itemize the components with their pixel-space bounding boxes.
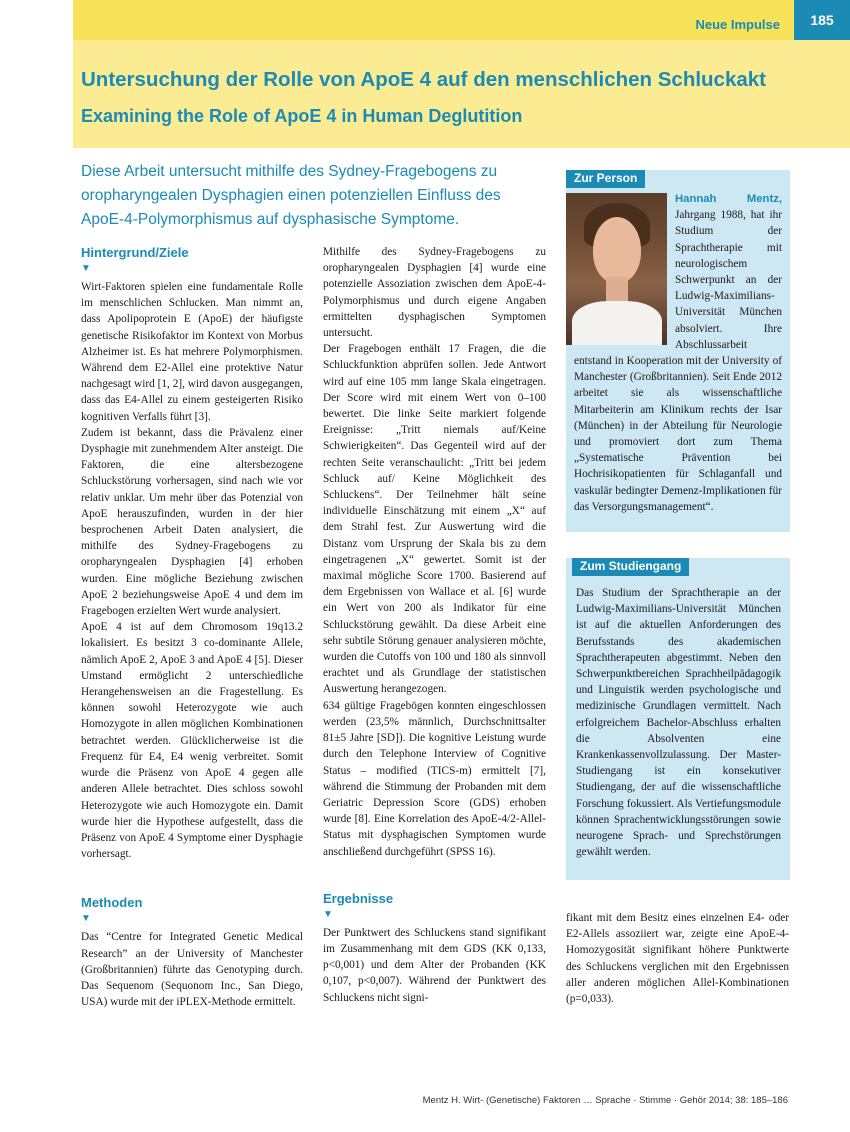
column-3 [566,910,789,1007]
methods-paragraph: Das “Centre for Integrated Genetic Medical Research” an der University of Manchester (Großbritannien) führte das Genotyping durch. Das Sequenom (Sequonom Inc., San Diego, USA) wurde mit der iPLEX-Methode ermittelt. [81,931,303,1009]
section-marker-icon: ▼ [81,263,91,274]
author-bio [574,191,782,515]
author-box-label: Zur Person [566,170,645,188]
methods-paragraph-3: 634 gültige Fragebögen konnten eingeschlossen werden (23,5% männlich, Durchschnittsalter 81±5 Jahre [SD]). Die kognitive Leistung wurde durch den Telephone Interview of Cognitive Status – modified (TICS-m) ermittelt [7], während die Stimmung der Probanden mit dem Geriatric Depression Score (GDS) erhoben wurde [8]. Eine Korrelation des ApoE-4/2-Allel-Status mit dysphagischen Symptomen wurde anschließend durchgeführt (SPSS 16). [323,699,546,858]
background-paragraph-1: Wirt-Faktoren spielen eine fundamentale Rolle im menschlichen Schlucken. Man nimmt an, dass Apolipoprotein E (ApoE) der häufigste genetische Risikofaktor im Kontext von Morbus Alzheimer ist. Es hat mehrere Polymorphismen. Während dem E2-Allel eine protektive Natur nachgesagt wird [1, 2], wird davon ausgegangen, dass das E4-Allel zu einem gesteigerten Risiko kognitiven Verfalls führt [3]. [81,281,303,423]
header-bar [73,0,850,40]
section-label: Neue Impulse [695,17,780,32]
methods-heading: Methoden [81,895,143,911]
section-marker-icon: ▼ [323,908,333,920]
lead-paragraph: Diese Arbeit untersucht mithilfe des Sydney-Fragebogens zu oropharyngealen Dysphagien einen potenziellen Einfluss des ApoE-4-Polymorphismus auf dysphasische Symptome. [81,163,501,228]
methods-paragraph-2: Der Fragebogen enthält 17 Fragen, die die Schluckfunktion abprüfen sollen. Jede Antwort wird auf eine 105 mm lange Skala eingetragen. Der Score wird mit einem Wert von 0–100 bewertet. Die linke Seite markiert folgende Ereignisse: „Tritt niemals auf/Keine Schwierigkeiten“. Das Gegenteil wird auf der rechten Seite veranschaulicht: „Tritt bei jedem Schluck auf/ Keine Möglichkeit des Schluckens“. Der Teilnehmer hält seine individuelle Einschätzung mit einem „X“ auf dem Strahl fest. Zur Auswertung wird die Distanz vom Ursprung der Skala bis zu dem eingetragenen „X“ gewertet. Somit ist der maximal mögliche Score 1700. Basierend auf dem Ergebnissen von Wallace et al. [6] wurde ein Wert von 200 als Indikator für eine Schluckstörung gewählt. Da diese Arbeit eine sehr subtile Störung genauer analysieren möchte, wurden die Cutoffs von 100 und 180 als sinnvoll erachtet und als Grundlage der statistischen Auswertung herangezogen. [323,343,546,696]
author-name: Hannah Mentz, [675,193,782,205]
methods-paragraph-1: Mithilfe des Sydney-Fragebogens zu oropharyngealen Dysphagien [4] wurde eine potenzielle Assoziation zwischen dem ApoE-4-Polymorphismus und durch eigene Angaben ermittelten dysphagischen Symptomen untersucht. [323,246,546,340]
citation-footer: Mentz H. Wirt- (Genetische) Faktoren … Sprache · Stimme · Gehör 2014; 38: 185–186 [422,1095,788,1106]
article-title-german: Untersuchung der Rolle von ApoE 4 auf den menschlichen Schluckakt [81,68,766,91]
column-1 [81,244,303,1010]
author-info-box [566,170,790,532]
study-program-text: Das Studium der Sprachtherapie an der Ludwig-Maximilians-Universität München ist auf die aktuellen Anforderungen des Berufsstands des akademischen Sprachtherapeuten abgestimmt. Neben den Schwerpunktbereichen Sprachheilpädagogik und Linguistik werden psychologische und medizinische Grundlagen vermittelt. Nach erfolgreichem Bachelor-Abschluss erhalten die Absolventen eine Krankenkassenvollzulassung. Der Master-Studiengang ist ein konsekutiver Studiengang, der auf die wissenschaftliche Forschung fokussiert. Als Vertiefungsmodule können Sprachentwicklungsstörungen sowie neurogene Sprach- und Sprechstörungen gewählt werden. [576,587,781,859]
page-number: 185 [794,0,850,40]
article-title-english: Examining the Role of ApoE 4 in Human Deglutition [81,106,523,126]
title-band [73,40,850,148]
study-box-label: Zum Studiengang [572,558,689,576]
background-paragraph-3: ApoE 4 ist auf dem Chromosom 19q13.2 lokalisiert. Es besitzt 3 co-dominante Allele, nämlich ApoE 2, ApoE 3 and ApoE 4 [5]. Dieser Umstand ermöglicht 2 unterschiedliche Herangehensweisen an die Fragestellung. Es können sowohl Heterozygote wie auch Homozygote in allen möglichen Kombinationen betrachtet werden. Glücklicherweise ist die Frequenz für E4, E4 wenig verbreitet. Somit wurde die Präsenz von ApoE 4 gegen alle anderen Allele betrachtet. Dies schloss sowohl Heterozygote wie auch Homozygote ein. Damit wurde hier die Hypothese aufgestellt, dass die Präsenz von ApoE 4 Symptome einer Dysphagie vorhersagt. [81,621,303,861]
column-2 [323,244,546,1006]
background-paragraph-2: Zudem ist bekannt, dass die Prävalenz einer Dysphagie mit zunehmendem Alter ansteigt. Die Faktoren, die eine altersbezogene Schluckstörung vorhersagen, sind nach wie vor relativ unklar. Um mehr über das Potenzial von ApoE herauszufinden, wurden in der hier besprochenen Arbeit Daten analysiert, die mithilfe des Sydney-Fragebogens zu oropharyngealen Dysphagien [4] erhoben wurden. Eine mögliche Beziehung zwischen ApoE 2 beziehungsweise ApoE 4 und dem im Fragebogen erzielten Wert wurde analysiert. [81,426,303,618]
section-marker-icon: ▼ [81,913,91,925]
study-program-box [566,558,790,880]
results-paragraph: Der Punktwert des Schluckens stand signifikant im Zusammenhang mit dem GDS (KK 0,133, p<0,001) und dem Alter der Probanden (KK 0,107, p<0,007). Während der Punktwert des Schluckens nicht signi- [323,926,546,1004]
author-bio-text: Jahrgang 1988, hat ihr Studium der Sprachtherapie mit neurologischem Schwerpunkt an der Ludwig-Maximilians-Universität München absolviert. Ihre Abschlussarbeit entstand in Kooperation mit der University of Manchester (Großbritannien). Seit Ende 2012 arbeitet sie als wissenschaftliche Mitarbeiterin am Klinikum rechts der Isar (München) in der Abteilung für Neurologie und promoviert dort zum Thema „Systematische Prävention bei Hochrisikopatienten für Schlaganfall und vaskulär bedingter Demenz-Implikationen für das Versorgungsmanagement“. [574,209,782,513]
results-paragraph-continued: fikant mit dem Besitz eines einzelnen E4- oder E2-Allels assoziiert war, zeigte eine ApoE-4-Homozygosität signifikant höhere Punktwerte des Schluckens verglichen mit den Ergebnissen aller anderen möglichen Allel-Kombinationen (p=0,033). [566,912,789,1006]
background-heading: Hintergrund/Ziele [81,245,189,260]
results-heading: Ergebnisse [323,890,394,906]
